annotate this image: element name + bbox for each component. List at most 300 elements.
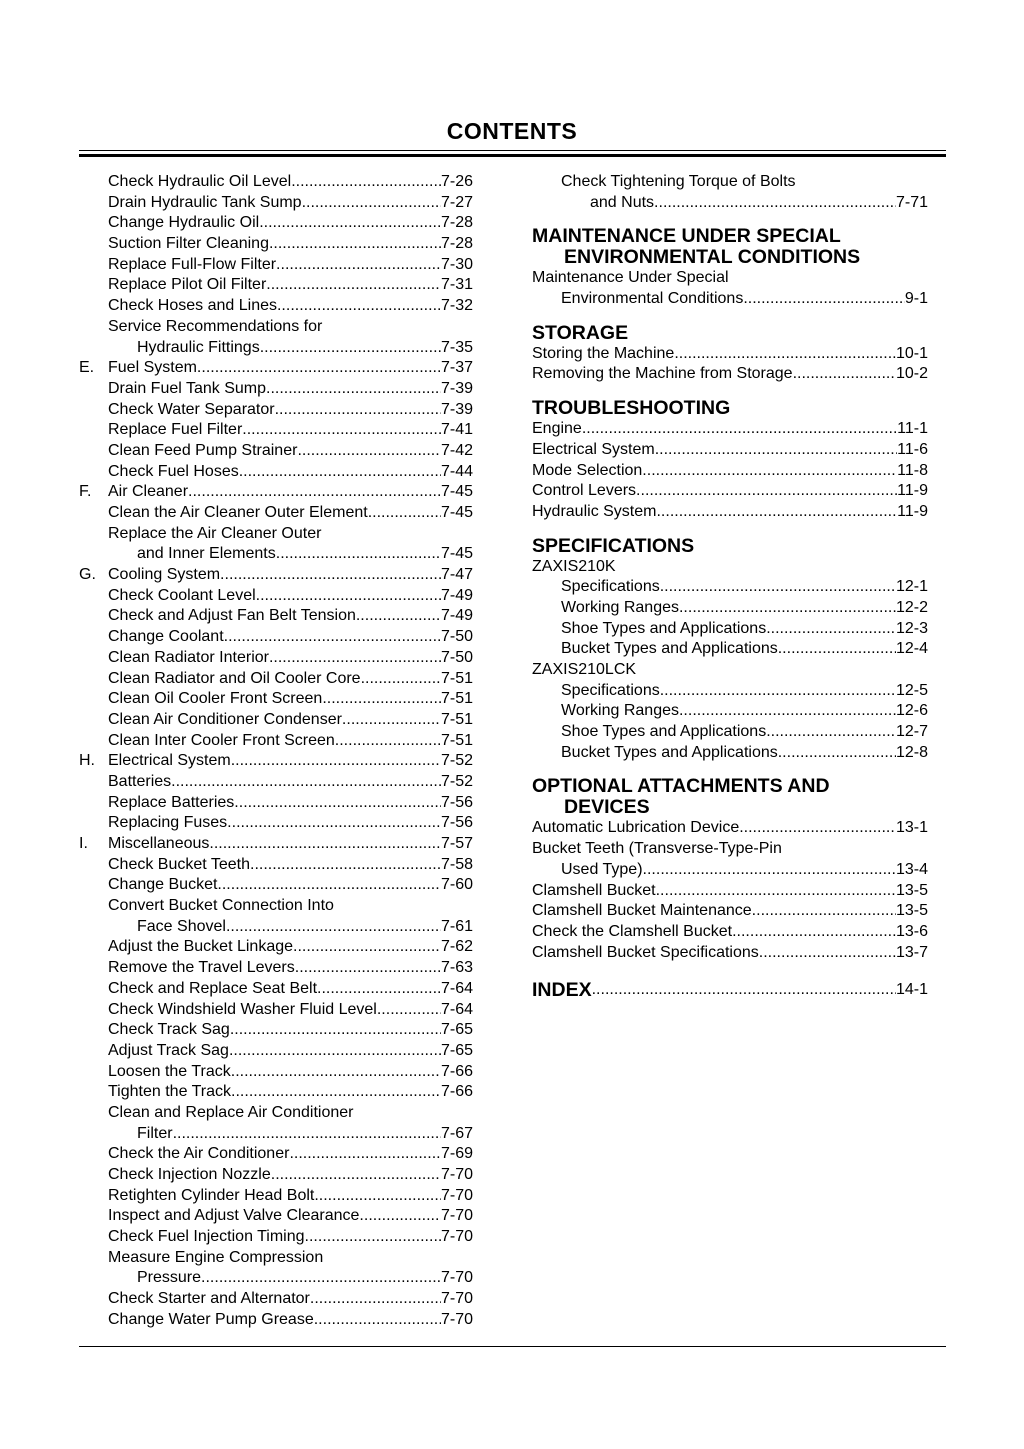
toc-entry-text: Check the Air Conditioner [108,1145,290,1163]
dot-leader [660,681,896,702]
toc-entry-line [108,958,473,979]
toc-entry-text: Maintenance Under Special [532,269,729,287]
toc-entry-line [532,419,928,440]
toc-entry-text: Batteries [108,772,172,790]
toc-page-number: 11-1 [897,420,928,438]
dot-leader [250,855,441,876]
toc-entry-text: Automatic Lubrication Device [532,819,740,837]
dot-leader [660,577,896,598]
toc-entry-text: Convert Bucket Connection Into [108,897,334,915]
toc-entry [532,681,928,702]
section-heading: TROUBLESHOOTING [532,397,731,420]
toc-entry-text: and Inner Elements [137,545,276,563]
toc-page-number: 7-70 [440,1166,473,1183]
page-title: CONTENTS [446,118,578,144]
toc-entry [532,881,928,902]
toc-entry [79,1020,473,1041]
toc-entry-line [108,1186,473,1207]
title-rule-thick [79,154,946,157]
toc-page-number: 7-30 [440,255,473,273]
toc-page-number: 7-66 [440,1083,473,1101]
dot-leader [592,977,896,1003]
toc-entry-line [108,1144,473,1165]
toc-entry-line [532,364,928,385]
toc-page-number: 13-4 [895,860,928,878]
dot-leader [656,881,896,902]
dot-leader [297,441,441,462]
section-letter: I. [79,835,88,852]
toc-entry-text: Hydraulic Fittings [137,338,260,356]
toc-entry-line [561,681,928,702]
toc-entry-line [108,793,473,814]
toc-entry-text: Environmental Conditions [561,290,744,308]
toc-entry-line [561,619,928,640]
toc-right-column [532,172,928,1003]
toc-entry-text: Check Hoses and Lines [108,297,277,315]
toc-entry-line [108,482,473,503]
toc-page-number: 7-71 [895,193,928,211]
toc-entry-text: Shoe Types and Applications [561,723,767,741]
toc-entry-text: Electrical System [532,440,655,458]
toc-entry [79,751,473,772]
toc-entry-text: ZAXIS210LCK [532,661,637,678]
toc-entry [532,639,928,660]
toc-entry-line [561,722,928,743]
toc-entry-line [561,639,928,660]
dot-leader [173,1124,441,1145]
toc-entry [532,743,928,764]
toc-entry [79,1206,473,1227]
toc-entry-line [108,1165,473,1186]
toc-entry-line [108,648,473,669]
dot-leader [679,598,896,619]
toc-page-number: 13-7 [895,943,928,961]
toc-entry-line [561,743,928,764]
toc-entry [532,268,928,289]
toc-entry-line [108,255,473,276]
toc-entry [532,722,928,743]
toc-page-number: 7-56 [440,793,473,811]
toc-page-number: 7-50 [440,628,473,646]
toc-entry-text: Clean Inter Cooler Front Screen [108,731,335,749]
toc-entry [532,502,928,523]
toc-entry-text: Clean and Replace Air Conditioner [108,1103,354,1121]
toc-entry-line [532,461,928,482]
toc-entry-line [108,731,473,752]
toc-entry-line [532,922,928,943]
toc-entry-text: Cooling System [108,566,221,584]
toc-entry-line [108,193,473,214]
toc-entry-line [561,289,928,310]
toc-page-number: 7-52 [440,772,473,790]
toc-entry [79,462,473,483]
toc-entry-line [137,1124,473,1145]
toc-page-number: 7-64 [440,979,473,997]
toc-entry-text: Check Starter and Alternator [108,1290,310,1308]
toc-entry-line [108,1289,473,1310]
section-heading: OPTIONAL ATTACHMENTS AND [532,775,830,798]
toc-entry [532,660,928,681]
toc-entry-text: Check Bucket Teeth [108,855,251,873]
dot-leader [289,1144,441,1165]
toc-entry [79,689,473,710]
toc-page-number: 7-28 [440,235,473,253]
toc-entry [79,275,473,296]
toc-entry [79,1000,473,1021]
toc-page-number: 7-49 [440,607,473,625]
toc-entry-line [590,193,928,214]
toc-entry-line [108,441,473,462]
toc-page-number: 7-58 [440,855,473,873]
toc-page-number: 12-2 [895,598,928,616]
toc-page-number: 7-44 [440,462,473,480]
toc-entry-text: Check Fuel Injection Timing [108,1228,305,1246]
toc-page-number: 7-37 [440,359,473,377]
toc-entry-text: Check Windshield Washer Fluid Level [108,1000,377,1018]
toc-page-number: 7-39 [440,379,473,397]
toc-entry-line [561,701,928,722]
toc-entry-line [108,875,473,896]
toc-page-number: 7-65 [440,1021,473,1039]
toc-entry [79,1062,473,1083]
dot-leader [197,358,441,379]
toc-entry-line [108,1310,473,1331]
toc-entry [79,875,473,896]
toc-entry [79,1041,473,1062]
toc-left-column [79,172,473,1331]
toc-entry [79,544,473,565]
toc-entry [79,317,473,338]
toc-entry-text: Clean Air Conditioner Condenser [108,710,342,728]
toc-page-number: 7-70 [440,1186,473,1204]
toc-entry [79,772,473,793]
toc-entry-text: ZAXIS210K [532,557,616,575]
toc-page-number: 7-51 [440,690,473,708]
toc-entry [79,338,473,359]
dot-leader [171,772,441,793]
toc-page-number: 12-6 [895,702,928,720]
toc-entry-text: Check and Replace Seat Belt [108,979,318,997]
dot-leader [231,1062,441,1083]
toc-entry-text: Service Recommendations for [108,317,323,335]
toc-entry [532,701,928,722]
toc-page-number: 7-70 [440,1310,473,1328]
toc-entry-line [561,860,928,881]
toc-entry [532,557,928,578]
toc-page-number: 12-5 [895,681,928,699]
toc-page-number: 7-61 [440,917,473,935]
dot-leader [636,481,897,502]
dot-leader [227,813,441,834]
dot-leader [356,606,441,627]
toc-entry-line [137,338,473,359]
dot-leader [271,1165,441,1186]
toc-entry [532,461,928,482]
toc-entry-text: Working Ranges [561,598,679,616]
toc-entry-text: Specifications [561,681,660,699]
toc-entry [79,565,473,586]
toc-entry-line [108,606,473,627]
toc-entry [79,669,473,690]
toc-entry-line [108,1082,473,1103]
toc-entry-text: Electrical System [108,752,231,770]
toc-entry [532,619,928,640]
toc-page-number: 7-47 [440,566,473,584]
toc-entry-line [108,689,473,710]
dot-leader [335,731,441,752]
toc-entry-line [108,586,473,607]
dot-leader [743,289,905,310]
toc-page-number: 11-9 [897,482,928,500]
toc-entry [79,234,473,255]
toc-entry [532,172,928,193]
dot-leader [209,834,441,855]
toc-entry-line [108,710,473,731]
dot-leader [656,502,897,523]
toc-page-number: 13-1 [895,819,928,837]
title-rule-thin [79,150,946,151]
toc-entry [79,834,473,855]
toc-page-number: 12-3 [895,619,928,637]
dot-leader [256,586,441,607]
toc-entry-text: Clean the Air Cleaner Outer Element [108,504,368,521]
dot-leader [654,193,896,214]
toc-entry-line [108,462,473,483]
section-letter: E. [79,359,95,377]
dot-leader [739,818,896,839]
toc-entry [532,839,928,860]
dot-leader [368,503,441,524]
toc-page-number: 7-51 [440,731,473,749]
toc-entry-line [108,979,473,1000]
toc-page-number: 7-60 [440,876,473,894]
toc-entry-text: Clamshell Bucket Specifications [532,943,759,961]
dot-leader [230,1020,441,1041]
section-letter: F. [79,483,92,501]
toc-entry [79,979,473,1000]
toc-entry-line [137,544,473,565]
toc-entry-text: Bucket Types and Applications [561,743,778,761]
toc-entry [79,1289,473,1310]
dot-leader [201,1268,441,1289]
toc-page-number: 7-26 [440,173,473,190]
toc-page-number: 7-50 [440,648,473,666]
toc-page-number: 7-45 [440,483,473,501]
dot-leader [276,544,441,565]
dot-leader [310,1289,441,1310]
dot-leader [242,420,441,441]
toc-entry-line [532,481,928,502]
dot-leader [732,922,896,943]
toc-entry-text: Specifications [561,578,660,596]
dot-leader [260,338,441,359]
toc-entry-line [108,503,473,524]
toc-entry [79,296,473,317]
toc-entry-line [532,502,928,523]
toc-entry-text: Shoe Types and Applications [561,619,767,637]
toc-entry-line [108,1206,473,1227]
toc-entry [79,255,473,276]
toc-page-number: 7-66 [440,1062,473,1080]
dot-leader [314,1310,441,1331]
toc-entry-text: Hydraulic System [532,502,657,520]
toc-entry-text: Replace Pilot Oil Filter [108,276,267,294]
toc-entry-text: Change Water Pump Grease [108,1310,314,1328]
toc-entry [79,358,473,379]
toc-entry-line [137,1268,473,1289]
toc-entry-text: Replace Batteries [108,793,235,811]
toc-page-number: 7-70 [440,1207,473,1225]
toc-entry [79,400,473,421]
toc-page-number: 7-45 [440,504,473,521]
dot-leader [674,344,896,365]
toc-entry [79,193,473,214]
dot-leader [778,743,896,764]
toc-entry [79,213,473,234]
toc-entry [79,379,473,400]
toc-entry-line [108,358,473,379]
toc-page-number: 11-8 [897,461,928,479]
toc-entry [79,958,473,979]
toc-entry-text: Check and Adjust Fan Belt Tension [108,607,356,625]
toc-page-number: 9-1 [904,290,928,308]
toc-entry-line [532,901,928,922]
toc-entry-text: Miscellaneous [108,835,210,852]
toc-entry-text: Bucket Types and Applications [561,640,778,658]
toc-entry [79,648,473,669]
toc-entry-text: Suction Filter Cleaning [108,235,269,253]
toc-entry-text: Clamshell Bucket [532,881,656,899]
toc-entry-text: Inspect and Adjust Valve Clearance [108,1207,360,1225]
toc-page-number: 7-32 [440,297,473,315]
dot-leader [259,213,441,234]
toc-entry-text: Measure Engine Compression [108,1248,324,1266]
dot-leader [217,875,441,896]
toc-page-number: 12-8 [895,743,928,761]
dot-leader [361,669,441,690]
toc-entry-text: Pressure [137,1269,202,1287]
footer-rule [79,1346,946,1347]
dot-leader [231,1082,441,1103]
index-entry [532,977,928,1003]
toc-page-number: 11-9 [897,502,928,520]
toc-page-number: 7-42 [440,441,473,459]
toc-entry [79,1103,473,1124]
dot-leader [269,234,441,255]
toc-page-number: 7-31 [440,276,473,294]
toc-entry [79,172,473,193]
toc-entry-text: Check Water Separator [108,400,275,418]
toc-entry [79,1310,473,1331]
dot-leader [679,701,896,722]
toc-entry-line [108,275,473,296]
toc-page-number: 7-70 [440,1290,473,1308]
section-heading: STORAGE [532,321,629,344]
dot-leader [766,722,896,743]
dot-leader [314,1186,441,1207]
toc-entry-line [108,772,473,793]
toc-entry [79,896,473,917]
toc-entry [79,524,473,545]
toc-page-number: 7-35 [440,338,473,356]
toc-page-number: 7-41 [440,421,473,439]
toc-entry-line [137,917,473,938]
dot-leader [224,627,441,648]
toc-entry [532,440,928,461]
toc-page-number: 13-6 [895,922,928,940]
toc-entry-text: Drain Hydraulic Tank Sump [108,193,302,211]
toc-entry [79,1268,473,1289]
toc-page-number: 7-49 [440,586,473,604]
toc-entry [79,1165,473,1186]
toc-entry-text: Check Coolant Level [108,586,256,604]
toc-entry-line [108,834,473,855]
toc-entry-text: Storing the Machine [532,344,675,362]
toc-page-number: 7-45 [440,545,473,563]
section-heading: MAINTENANCE UNDER SPECIAL [532,225,841,248]
toc-entry-text: Check the Clamshell Bucket [532,922,733,940]
toc-page-number: 13-5 [895,881,928,899]
toc-entry [79,855,473,876]
toc-page-number: 7-70 [440,1269,473,1287]
dot-leader [778,639,896,660]
toc-entry [79,710,473,731]
toc-entry-line [108,565,473,586]
dot-leader [766,619,896,640]
toc-page-number: 13-5 [895,902,928,920]
toc-entry [532,577,928,598]
toc-entry-line [561,577,928,598]
dot-leader [226,917,441,938]
toc-entry-line [532,881,928,902]
dot-leader [220,565,441,586]
toc-entry [79,1227,473,1248]
toc-entry-line [532,943,928,964]
toc-entry [79,1248,473,1269]
toc-entry-text: Check Tightening Torque of Bolts [561,173,796,190]
toc-entry-text: Adjust the Bucket Linkage [108,938,294,956]
toc-entry-line [108,213,473,234]
toc-entry [532,943,928,964]
dot-leader [655,440,897,461]
toc-page-number: 12-1 [895,578,928,596]
toc-entry-line [561,598,928,619]
toc-entry-text: Engine [532,420,582,438]
toc-entry [532,901,928,922]
toc-entry-line [108,296,473,317]
toc-entry [79,917,473,938]
dot-leader [359,1206,441,1227]
dot-leader [582,419,897,440]
index-heading: INDEX [532,979,592,1002]
toc-entry-line [108,1020,473,1041]
toc-page-number: 7-51 [440,669,473,687]
toc-entry-text: Clean Radiator Interior [108,648,269,666]
toc-entry-text: Removing the Machine from Storage [532,365,793,383]
dot-leader [302,193,441,214]
toc-entry-text: Change Coolant [108,628,224,646]
toc-page-number: 7-57 [440,835,473,852]
toc-entry-text: Replace the Air Cleaner Outer [108,524,322,542]
toc-entry-text: Replacing Fuses [108,814,228,832]
toc-page-number: 10-2 [895,365,928,383]
toc-entry-line [108,1227,473,1248]
toc-entry-line [532,440,928,461]
toc-entry [79,503,473,524]
toc-page-number: 7-28 [440,214,473,232]
dot-leader [643,860,896,881]
toc-entry [532,289,928,310]
